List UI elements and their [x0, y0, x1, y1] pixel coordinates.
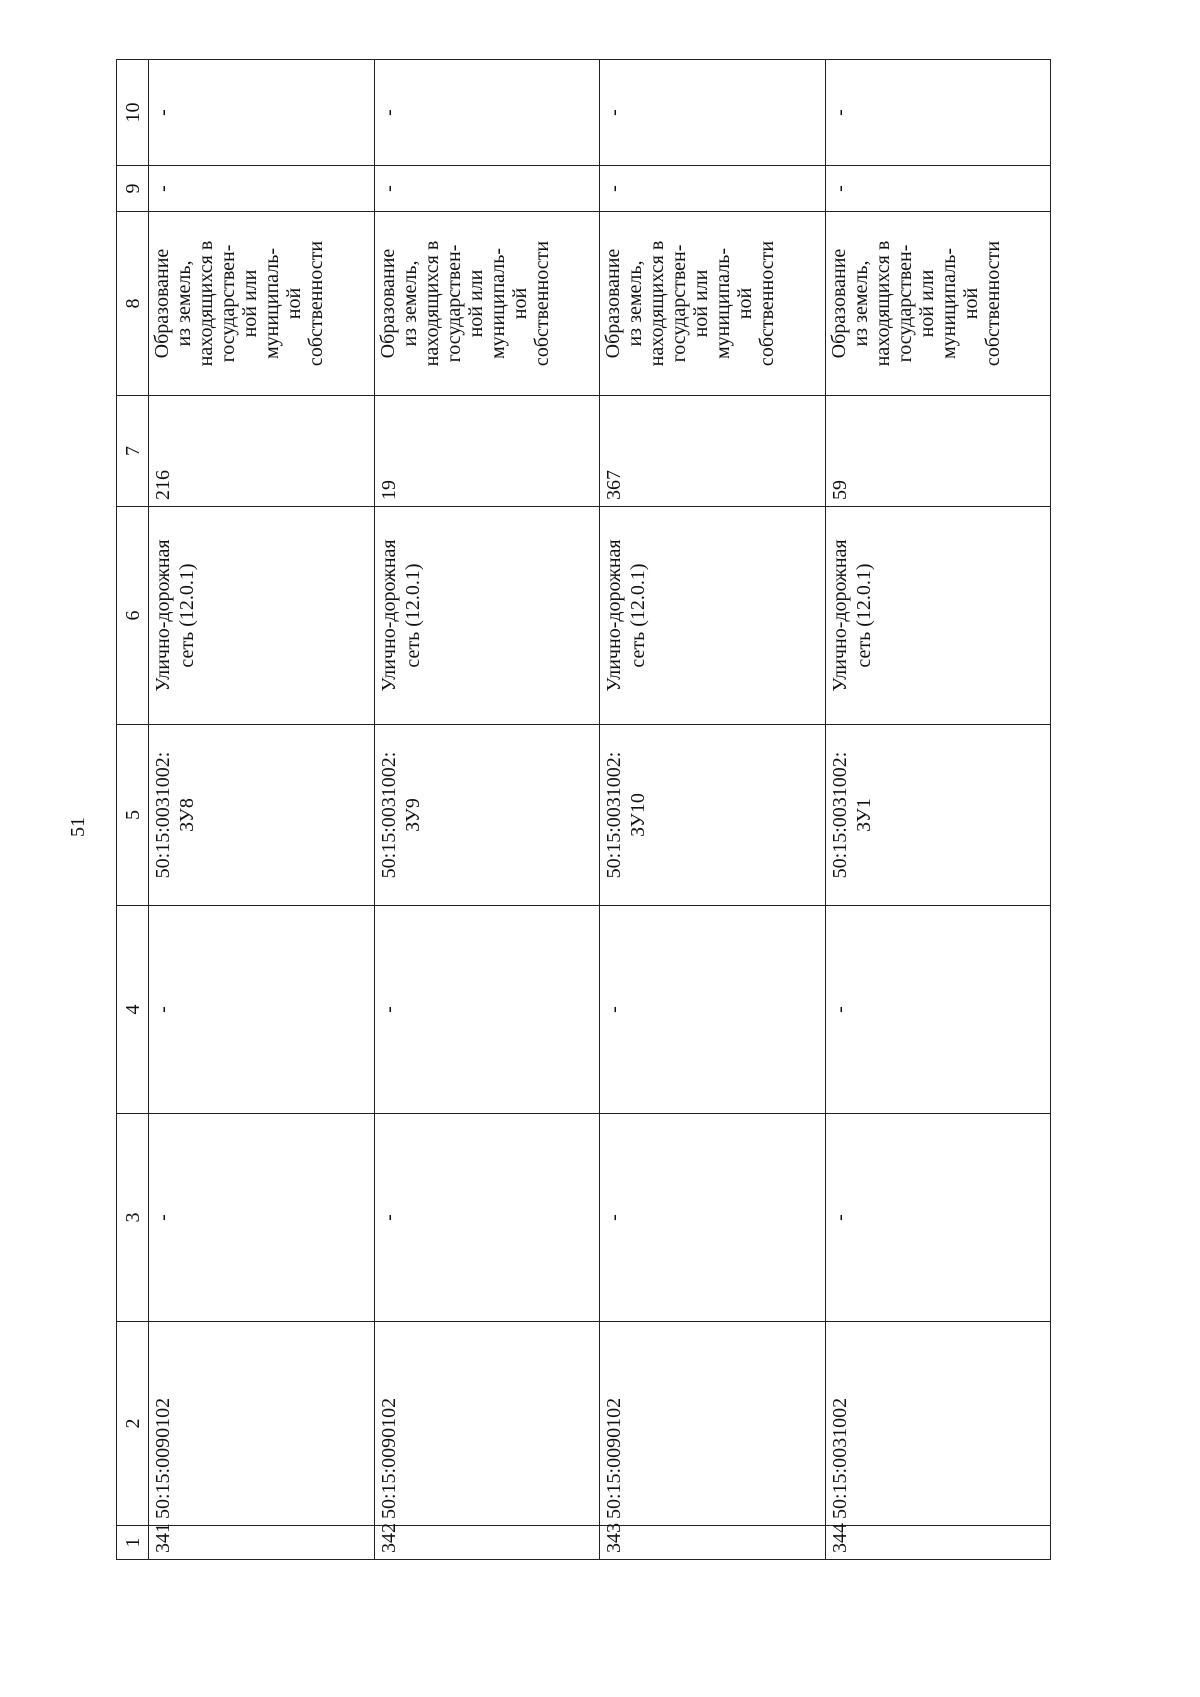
- plot-area-text: 19: [377, 480, 400, 500]
- cadastral-quarter: [600, 1322, 826, 1526]
- plot-area: [149, 396, 375, 507]
- plot-area-text: 367: [603, 470, 625, 500]
- col9-value-text: -: [603, 185, 625, 192]
- formation-method-text: Образование из земель, находящихся в государствен- ной или муниципаль- ной собственности: [151, 240, 327, 367]
- permitted-use: [374, 507, 600, 725]
- permitted-use: [600, 507, 826, 725]
- col3-value: [374, 1114, 600, 1322]
- plot-designation-text: 50:15:0031002: ЗУ8: [152, 751, 198, 879]
- header-cell: 9: [117, 166, 149, 212]
- col3-value-text: -: [828, 1214, 851, 1221]
- col3-value-text: -: [603, 1214, 625, 1221]
- header-cell: 8: [117, 212, 149, 396]
- col4-value-text: -: [603, 1006, 625, 1013]
- col10-value: [149, 60, 375, 166]
- permitted-use: [825, 507, 1051, 725]
- formation-method: [374, 212, 600, 396]
- plot-area: [825, 396, 1051, 507]
- col10-value: [374, 60, 600, 166]
- table-row: [374, 60, 600, 1560]
- formation-method-text: Образование из земель, находящихся в государствен- ной или муниципаль- ной собственности: [827, 240, 1004, 367]
- plot-designation: [825, 725, 1051, 906]
- row-number-text: 341: [152, 1523, 174, 1553]
- table-row: [825, 60, 1051, 1560]
- col9-value: [825, 166, 1051, 212]
- cadastral-quarter: [825, 1322, 1051, 1526]
- formation-method: [825, 212, 1051, 396]
- formation-method-text: Образование из земель, находящихся в государствен- ной или муниципаль- ной собственности: [376, 240, 553, 367]
- row-number-text: 342: [377, 1523, 400, 1553]
- col10-value: [825, 60, 1051, 166]
- rotated-table-wrapper: [116, 60, 1051, 1560]
- plot-designation: [149, 725, 375, 906]
- col9-value: [374, 166, 600, 212]
- cadastral-quarter: [149, 1322, 375, 1526]
- cadastral-quarter-text: 50:15:0090102: [152, 1397, 174, 1519]
- col9-value-text: -: [152, 185, 174, 192]
- plot-designation: [600, 725, 826, 906]
- header-cell: 4: [117, 906, 149, 1114]
- col4-value: [600, 906, 826, 1114]
- header-cell: 2: [117, 1322, 149, 1526]
- permitted-use-text: Улично-дорожная сеть (12.0.1): [603, 539, 649, 692]
- col4-value: [374, 906, 600, 1114]
- plot-area-text: 216: [152, 470, 174, 500]
- plot-designation-text: 50:15:0031002: ЗУ10: [603, 751, 649, 879]
- col10-value: [600, 60, 826, 166]
- plot-designation: [374, 725, 600, 906]
- col3-value: [149, 1114, 375, 1322]
- table-row: [600, 60, 826, 1560]
- col4-value-text: -: [377, 1006, 400, 1013]
- col3-value: [825, 1114, 1051, 1322]
- col4-value-text: -: [152, 1006, 174, 1013]
- land-plots-table: [116, 59, 1051, 1560]
- permitted-use: [149, 507, 375, 725]
- row-number-text: 343: [603, 1523, 625, 1553]
- header-cell: 7: [117, 396, 149, 507]
- col10-value-text: -: [828, 109, 851, 116]
- col4-value-text: -: [828, 1006, 851, 1013]
- header-row: [117, 60, 149, 1560]
- col9-value-text: -: [828, 185, 851, 192]
- col9-value: [149, 166, 375, 212]
- col4-value: [825, 906, 1051, 1114]
- plot-area: [600, 396, 826, 507]
- permitted-use-text: Улично-дорожная сеть (12.0.1): [377, 539, 424, 692]
- formation-method-text: Образование из земель, находящихся в государствен- ной или муниципаль- ной собственности: [602, 240, 778, 367]
- row-number: [374, 1523, 600, 1560]
- header-cell: 6: [117, 507, 149, 725]
- row-number: [600, 1523, 826, 1560]
- plot-designation-text: 50:15:0031002: ЗУ9: [377, 751, 424, 879]
- col10-value-text: -: [603, 109, 625, 116]
- col10-value-text: -: [377, 109, 400, 116]
- header-cell: 3: [117, 1114, 149, 1322]
- col9-value-text: -: [377, 185, 400, 192]
- row-number-text: 344: [828, 1523, 851, 1553]
- page-number: 51: [66, 817, 89, 837]
- col3-value-text: -: [152, 1214, 174, 1221]
- plot-area-text: 59: [828, 480, 851, 500]
- header-cell: 5: [117, 725, 149, 906]
- formation-method: [149, 212, 375, 396]
- plot-designation-text: 50:15:0031002: ЗУ1: [828, 751, 875, 879]
- table-body: [149, 60, 1051, 1560]
- cadastral-quarter-text: 50:15:0090102: [603, 1397, 625, 1519]
- cadastral-quarter-text: 50:15:0090102: [377, 1397, 400, 1519]
- permitted-use-text: Улично-дорожная сеть (12.0.1): [152, 539, 198, 692]
- col3-value-text: -: [377, 1214, 400, 1221]
- col3-value: [600, 1114, 826, 1322]
- cadastral-quarter: [374, 1322, 600, 1526]
- formation-method: [600, 212, 826, 396]
- row-number: [825, 1523, 1051, 1560]
- cadastral-quarter-text: 50:15:0031002: [828, 1397, 851, 1519]
- header-cell: 1: [117, 1526, 149, 1560]
- table-row: [149, 60, 375, 1560]
- row-number: [149, 1523, 375, 1560]
- header-cell: 10: [117, 60, 149, 166]
- plot-area: [374, 396, 600, 507]
- col4-value: [149, 906, 375, 1114]
- col10-value-text: -: [152, 109, 174, 116]
- col9-value: [600, 166, 826, 212]
- permitted-use-text: Улично-дорожная сеть (12.0.1): [828, 539, 875, 692]
